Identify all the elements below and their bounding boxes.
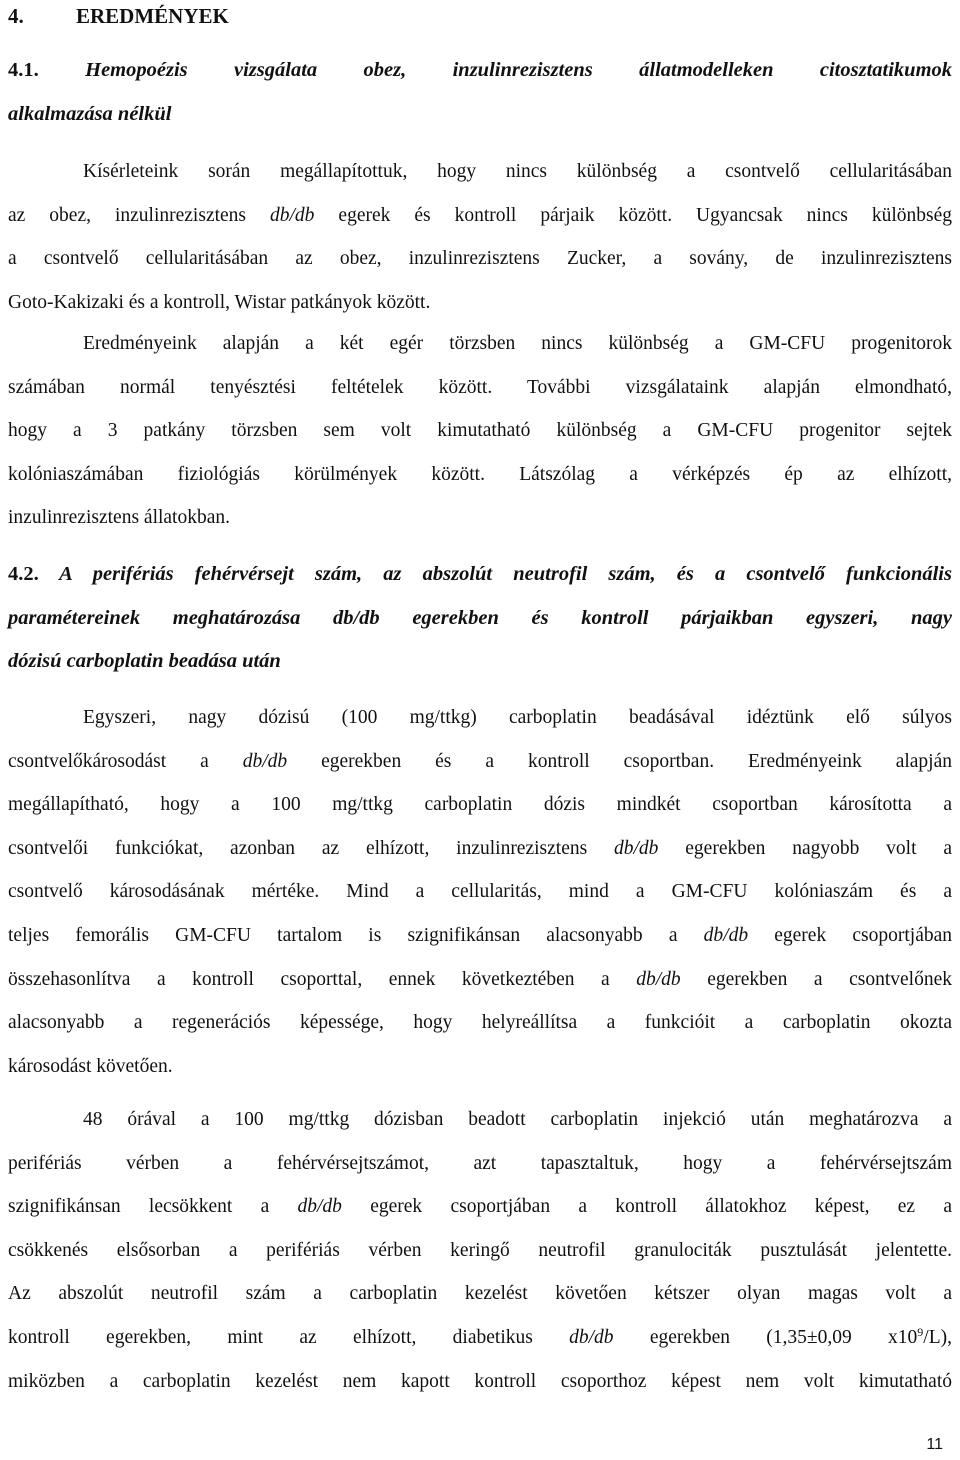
text-span: egerek csoportjában a kontroll állatokhoz képest, ez a: [341, 1196, 952, 1218]
text-line: Goto-Kakizaki és a kontroll, Wistar patkányok között.: [8, 291, 431, 313]
superscript: 9: [917, 1324, 924, 1339]
section-number: 4.1.: [8, 59, 39, 81]
italic-term: db/db: [636, 968, 681, 990]
paragraph: [8, 696, 952, 1088]
italic-term: db/db: [614, 837, 659, 859]
text-line: a csontvelő cellularitásában az obez, inzulinrezisztens Zucker, a sovány, de inzulinrezisztens: [8, 248, 952, 270]
text-line: csontvelő károsodásának mértéke. Mind a cellularitás, mind a GM-CFU kolóniaszám és a: [8, 881, 952, 903]
section-number: 4.2.: [8, 563, 39, 585]
text-span: szignifikánsan lecsökkent a: [8, 1196, 298, 1218]
chapter-title: EREDMÉNYEK: [76, 4, 229, 28]
italic-term: db/db: [270, 204, 315, 226]
text-line: 48 órával a 100 mg/ttkg dózisban beadott carboplatin injekció után meghatározva a: [83, 1109, 952, 1130]
chapter-number: 4.: [8, 4, 24, 28]
chapter-heading: [8, 2, 229, 30]
section-title-line: A perifériás fehérvérsejt szám, az abszolút neutrofil szám, és a csontvelő funkcionális: [59, 563, 952, 585]
text-span: összehasonlítva a kontroll csoporttal, ennek következtében a: [8, 968, 637, 990]
section-title-line: Hemopoézis vizsgálata obez, inzulinrezisztens állatmodelleken citosztatikumok: [85, 59, 953, 81]
section-heading-4-1: [8, 49, 952, 136]
paragraph: [8, 150, 952, 324]
text-line: Eredményeink alapján a két egér törzsben nincs különbség a GM-CFU progenitorok: [83, 333, 952, 354]
text-span: egerek és kontroll párjaik között. Ugyancsak nincs különbség: [314, 204, 952, 226]
text-span: egerekben a csontvelőnek: [680, 968, 952, 990]
text-span: teljes femorális GM-CFU tartalom is szignifikánsan alacsonyabb a: [8, 924, 704, 946]
text-span: /L),: [923, 1326, 952, 1348]
text-line: Az abszolút neutrofil szám a carboplatin kezelést követően kétszer olyan magas volt a: [8, 1283, 952, 1305]
text-span: egerek csoportjában: [748, 924, 953, 946]
text-line: Egyszeri, nagy dózisú (100 mg/ttkg) carboplatin beadásával idéztünk elő súlyos: [83, 707, 952, 728]
text-line: alacsonyabb a regenerációs képessége, hogy helyreállítsa a funkcióit a carboplatin okozta: [8, 1012, 952, 1034]
text-line: megállapítható, hogy a 100 mg/ttkg carboplatin dózis mindkét csoportban károsította a: [8, 794, 952, 816]
text-span: csontvelői funkciókat, azonban az elhízott, inzulinrezisztens: [8, 837, 615, 859]
text-line: Kísérleteink során megállapítottuk, hogy nincs különbség a csontvelő cellularitásában: [83, 161, 952, 182]
text-line: károsodást követően.: [8, 1055, 173, 1077]
text-line: miközben a carboplatin kezelést nem kapott kontroll csoporthoz képest nem volt kimutatható: [8, 1370, 952, 1392]
page-number: 11: [926, 1436, 943, 1453]
text-line: inzulinrezisztens állatokban.: [8, 507, 231, 529]
text-span: egerekben és a kontroll csoportban. Eredményeink alapján: [287, 750, 952, 772]
section-title-line: alkalmazása nélkül: [8, 102, 172, 125]
text-span: csontvelőkárosodást a: [8, 750, 243, 772]
text-line: hogy a 3 patkány törzsben sem volt kimutatható különbség a GM-CFU progenitor sejtek: [8, 420, 952, 442]
text-line: perifériás vérben a fehérvérsejtszámot, azt tapasztaltuk, hogy a fehérvérsejtszám: [8, 1152, 952, 1174]
italic-term: db/db: [703, 924, 749, 946]
paragraph: [8, 1098, 952, 1403]
text-span: az obez, inzulinrezisztens: [8, 204, 270, 226]
text-span: egerekben (1,35±0,09 x10: [613, 1326, 918, 1348]
italic-term: db/db: [242, 750, 288, 772]
paragraph: [8, 322, 952, 540]
italic-term: db/db: [297, 1196, 342, 1218]
italic-term: db/db: [569, 1326, 614, 1348]
section-title-line: dózisú carboplatin beadása után: [8, 650, 281, 673]
text-span: egerekben nagyobb volt a: [658, 837, 952, 859]
text-line: számában normál tenyésztési feltételek között. További vizsgálataink alapján elmondható,: [8, 376, 952, 398]
text-span: kontroll egerekben, mint az elhízott, diabetikus: [8, 1326, 570, 1348]
text-line: csökkenés elsősorban a perifériás vérben keringő neutrofil granulociták pusztulását jelentette.: [8, 1239, 952, 1261]
section-title-line: paramétereinek meghatározása db/db egerekben és kontroll párjaikban egyszeri, nagy: [8, 606, 952, 629]
text-line: kolóniaszámában fiziológiás körülmények között. Látszólag a vérképzés ép az elhízott,: [8, 463, 952, 485]
section-heading-4-2: [8, 553, 952, 684]
